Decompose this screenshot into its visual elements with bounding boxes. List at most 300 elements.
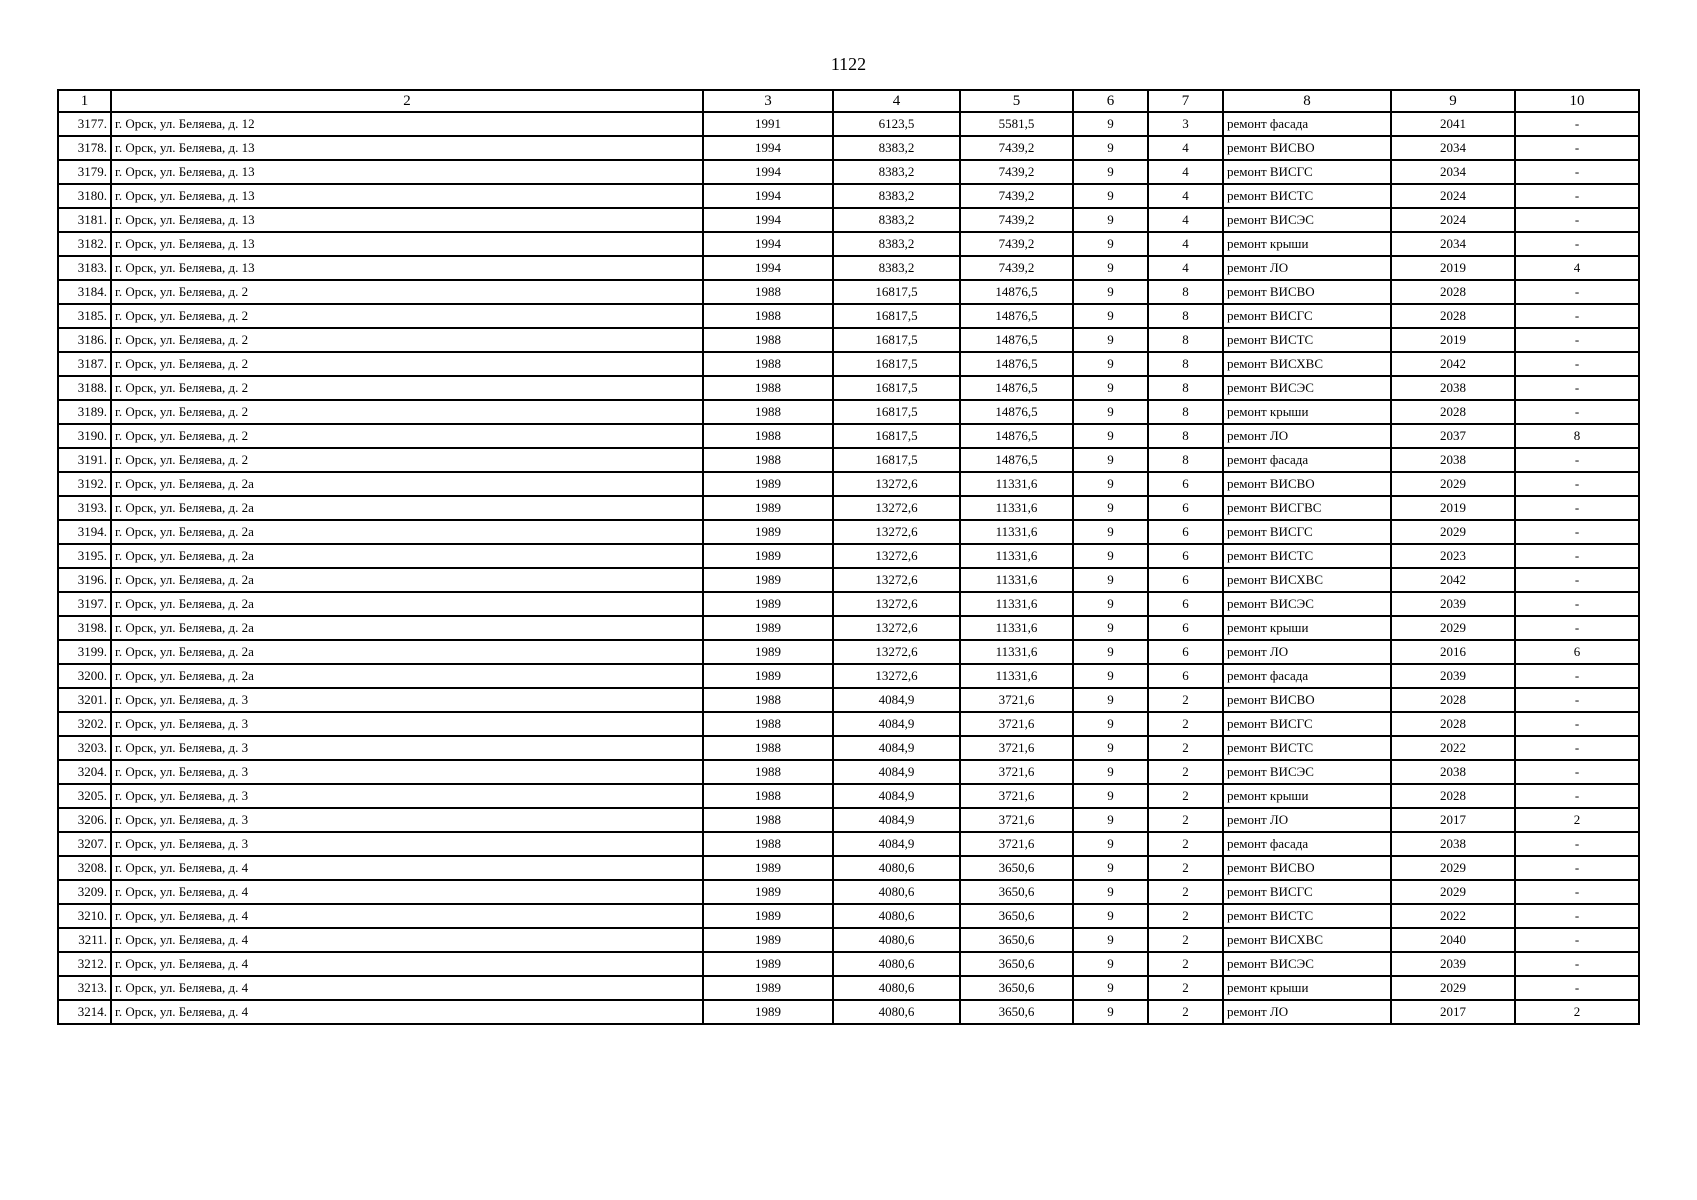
- cell-address: г. Орск, ул. Беляева, д. 2а: [111, 640, 703, 664]
- cell-row-number: 3185.: [58, 304, 111, 328]
- cell-row-number: 3179.: [58, 160, 111, 184]
- cell-floors: 9: [1073, 1000, 1148, 1024]
- cell-floors: 9: [1073, 688, 1148, 712]
- cell-floors: 9: [1073, 904, 1148, 928]
- cell-work-type: ремонт ЛО: [1223, 808, 1391, 832]
- cell-work-type: ремонт ЛО: [1223, 1000, 1391, 1024]
- cell-living-area: 3721,6: [960, 832, 1073, 856]
- cell-column-10-value: -: [1515, 352, 1639, 376]
- table-row: [58, 424, 1639, 448]
- cell-entrances: 8: [1148, 424, 1223, 448]
- cell-column-10-value: -: [1515, 112, 1639, 136]
- column-header-3: 3: [703, 90, 833, 112]
- table-row: [58, 640, 1639, 664]
- cell-total-area: 13272,6: [833, 472, 960, 496]
- table-row: [58, 904, 1639, 928]
- cell-living-area: 7439,2: [960, 256, 1073, 280]
- cell-year-built: 1989: [703, 616, 833, 640]
- cell-year-built: 1988: [703, 832, 833, 856]
- cell-address: г. Орск, ул. Беляева, д. 2а: [111, 664, 703, 688]
- cell-living-area: 3650,6: [960, 976, 1073, 1000]
- cell-floors: 9: [1073, 184, 1148, 208]
- cell-living-area: 11331,6: [960, 496, 1073, 520]
- cell-column-10-value: -: [1515, 880, 1639, 904]
- cell-address: г. Орск, ул. Беляева, д. 2а: [111, 472, 703, 496]
- cell-row-number: 3211.: [58, 928, 111, 952]
- cell-work-type: ремонт ВИСВО: [1223, 472, 1391, 496]
- cell-total-area: 16817,5: [833, 352, 960, 376]
- cell-floors: 9: [1073, 424, 1148, 448]
- cell-planned-year: 2029: [1391, 472, 1515, 496]
- cell-column-10-value: -: [1515, 544, 1639, 568]
- cell-address: г. Орск, ул. Беляева, д. 13: [111, 256, 703, 280]
- cell-row-number: 3186.: [58, 328, 111, 352]
- repair-register-table: [57, 89, 1640, 1025]
- column-header-10: 10: [1515, 90, 1639, 112]
- cell-floors: 9: [1073, 304, 1148, 328]
- cell-address: г. Орск, ул. Беляева, д. 3: [111, 736, 703, 760]
- cell-planned-year: 2017: [1391, 1000, 1515, 1024]
- cell-work-type: ремонт ВИСТС: [1223, 184, 1391, 208]
- cell-row-number: 3197.: [58, 592, 111, 616]
- cell-column-10-value: -: [1515, 160, 1639, 184]
- cell-address: г. Орск, ул. Беляева, д. 2: [111, 448, 703, 472]
- cell-work-type: ремонт ВИСГС: [1223, 712, 1391, 736]
- cell-planned-year: 2024: [1391, 184, 1515, 208]
- cell-floors: 9: [1073, 736, 1148, 760]
- cell-address: г. Орск, ул. Беляева, д. 2а: [111, 616, 703, 640]
- cell-work-type: ремонт ВИСТС: [1223, 736, 1391, 760]
- cell-year-built: 1988: [703, 448, 833, 472]
- cell-entrances: 2: [1148, 928, 1223, 952]
- cell-work-type: ремонт фасада: [1223, 664, 1391, 688]
- cell-year-built: 1988: [703, 280, 833, 304]
- table-row: [58, 592, 1639, 616]
- table-row: [58, 880, 1639, 904]
- cell-column-10-value: -: [1515, 928, 1639, 952]
- cell-year-built: 1988: [703, 736, 833, 760]
- cell-total-area: 8383,2: [833, 184, 960, 208]
- cell-address: г. Орск, ул. Беляева, д. 2а: [111, 496, 703, 520]
- cell-entrances: 8: [1148, 448, 1223, 472]
- cell-row-number: 3205.: [58, 784, 111, 808]
- cell-row-number: 3180.: [58, 184, 111, 208]
- cell-total-area: 8383,2: [833, 256, 960, 280]
- cell-row-number: 3199.: [58, 640, 111, 664]
- cell-row-number: 3212.: [58, 952, 111, 976]
- cell-planned-year: 2028: [1391, 400, 1515, 424]
- cell-year-built: 1989: [703, 520, 833, 544]
- header-row: [58, 90, 1639, 112]
- cell-year-built: 1994: [703, 160, 833, 184]
- cell-year-built: 1988: [703, 304, 833, 328]
- cell-entrances: 3: [1148, 112, 1223, 136]
- cell-living-area: 7439,2: [960, 136, 1073, 160]
- cell-total-area: 4080,6: [833, 928, 960, 952]
- cell-living-area: 3721,6: [960, 760, 1073, 784]
- cell-year-built: 1989: [703, 592, 833, 616]
- cell-planned-year: 2016: [1391, 640, 1515, 664]
- cell-column-10-value: -: [1515, 616, 1639, 640]
- cell-total-area: 8383,2: [833, 208, 960, 232]
- table-row: [58, 688, 1639, 712]
- cell-address: г. Орск, ул. Беляева, д. 3: [111, 688, 703, 712]
- cell-row-number: 3206.: [58, 808, 111, 832]
- table-row: [58, 736, 1639, 760]
- column-header-8: 8: [1223, 90, 1391, 112]
- cell-address: г. Орск, ул. Беляева, д. 2: [111, 424, 703, 448]
- cell-planned-year: 2028: [1391, 784, 1515, 808]
- cell-entrances: 8: [1148, 328, 1223, 352]
- cell-entrances: 6: [1148, 616, 1223, 640]
- cell-address: г. Орск, ул. Беляева, д. 2а: [111, 568, 703, 592]
- cell-column-10-value: 6: [1515, 640, 1639, 664]
- cell-planned-year: 2029: [1391, 856, 1515, 880]
- table-row: [58, 280, 1639, 304]
- cell-floors: 9: [1073, 544, 1148, 568]
- table-row: [58, 256, 1639, 280]
- cell-floors: 9: [1073, 712, 1148, 736]
- cell-year-built: 1989: [703, 952, 833, 976]
- cell-row-number: 3203.: [58, 736, 111, 760]
- column-header-1: 1: [58, 90, 111, 112]
- cell-floors: 9: [1073, 784, 1148, 808]
- cell-column-10-value: -: [1515, 472, 1639, 496]
- cell-entrances: 2: [1148, 712, 1223, 736]
- column-header-4: 4: [833, 90, 960, 112]
- cell-living-area: 11331,6: [960, 616, 1073, 640]
- cell-address: г. Орск, ул. Беляева, д. 2: [111, 280, 703, 304]
- cell-address: г. Орск, ул. Беляева, д. 2: [111, 304, 703, 328]
- cell-living-area: 14876,5: [960, 376, 1073, 400]
- table-row: [58, 616, 1639, 640]
- cell-address: г. Орск, ул. Беляева, д. 3: [111, 760, 703, 784]
- cell-planned-year: 2029: [1391, 520, 1515, 544]
- cell-column-10-value: -: [1515, 448, 1639, 472]
- cell-year-built: 1989: [703, 880, 833, 904]
- cell-address: г. Орск, ул. Беляева, д. 2а: [111, 520, 703, 544]
- cell-entrances: 4: [1148, 160, 1223, 184]
- table-row: [58, 232, 1639, 256]
- cell-planned-year: 2029: [1391, 976, 1515, 1000]
- cell-address: г. Орск, ул. Беляева, д. 4: [111, 904, 703, 928]
- cell-planned-year: 2034: [1391, 232, 1515, 256]
- cell-work-type: ремонт ВИСХВС: [1223, 568, 1391, 592]
- cell-floors: 9: [1073, 640, 1148, 664]
- cell-row-number: 3202.: [58, 712, 111, 736]
- cell-row-number: 3191.: [58, 448, 111, 472]
- cell-total-area: 4084,9: [833, 736, 960, 760]
- table-row: [58, 856, 1639, 880]
- cell-planned-year: 2041: [1391, 112, 1515, 136]
- cell-work-type: ремонт ВИСГС: [1223, 160, 1391, 184]
- cell-living-area: 14876,5: [960, 328, 1073, 352]
- cell-floors: 9: [1073, 568, 1148, 592]
- cell-living-area: 14876,5: [960, 304, 1073, 328]
- cell-row-number: 3213.: [58, 976, 111, 1000]
- cell-living-area: 11331,6: [960, 568, 1073, 592]
- cell-work-type: ремонт фасада: [1223, 448, 1391, 472]
- cell-floors: 9: [1073, 664, 1148, 688]
- cell-row-number: 3200.: [58, 664, 111, 688]
- cell-total-area: 4080,6: [833, 856, 960, 880]
- cell-row-number: 3193.: [58, 496, 111, 520]
- cell-floors: 9: [1073, 112, 1148, 136]
- cell-column-10-value: -: [1515, 280, 1639, 304]
- table-row: [58, 472, 1639, 496]
- cell-work-type: ремонт ВИСЭС: [1223, 208, 1391, 232]
- cell-year-built: 1989: [703, 856, 833, 880]
- cell-row-number: 3207.: [58, 832, 111, 856]
- cell-total-area: 4084,9: [833, 832, 960, 856]
- cell-row-number: 3195.: [58, 544, 111, 568]
- cell-work-type: ремонт ВИСЭС: [1223, 952, 1391, 976]
- cell-total-area: 16817,5: [833, 304, 960, 328]
- table-body: [58, 112, 1639, 1024]
- cell-total-area: 4084,9: [833, 688, 960, 712]
- cell-planned-year: 2029: [1391, 616, 1515, 640]
- cell-floors: 9: [1073, 352, 1148, 376]
- cell-year-built: 1989: [703, 640, 833, 664]
- cell-work-type: ремонт ВИСХВС: [1223, 928, 1391, 952]
- cell-planned-year: 2022: [1391, 736, 1515, 760]
- cell-row-number: 3184.: [58, 280, 111, 304]
- cell-work-type: ремонт ЛО: [1223, 640, 1391, 664]
- cell-planned-year: 2023: [1391, 544, 1515, 568]
- cell-row-number: 3194.: [58, 520, 111, 544]
- cell-floors: 9: [1073, 616, 1148, 640]
- cell-column-10-value: -: [1515, 376, 1639, 400]
- cell-column-10-value: -: [1515, 184, 1639, 208]
- table-row: [58, 448, 1639, 472]
- cell-work-type: ремонт ВИСЭС: [1223, 760, 1391, 784]
- cell-row-number: 3208.: [58, 856, 111, 880]
- cell-floors: 9: [1073, 856, 1148, 880]
- cell-entrances: 2: [1148, 856, 1223, 880]
- cell-planned-year: 2034: [1391, 136, 1515, 160]
- cell-address: г. Орск, ул. Беляева, д. 13: [111, 160, 703, 184]
- cell-row-number: 3187.: [58, 352, 111, 376]
- cell-planned-year: 2028: [1391, 304, 1515, 328]
- cell-address: г. Орск, ул. Беляева, д. 12: [111, 112, 703, 136]
- cell-year-built: 1989: [703, 472, 833, 496]
- cell-address: г. Орск, ул. Беляева, д. 4: [111, 952, 703, 976]
- cell-address: г. Орск, ул. Беляева, д. 3: [111, 808, 703, 832]
- cell-planned-year: 2028: [1391, 712, 1515, 736]
- cell-living-area: 14876,5: [960, 352, 1073, 376]
- cell-column-10-value: -: [1515, 832, 1639, 856]
- cell-floors: 9: [1073, 328, 1148, 352]
- cell-row-number: 3183.: [58, 256, 111, 280]
- cell-entrances: 2: [1148, 1000, 1223, 1024]
- cell-row-number: 3201.: [58, 688, 111, 712]
- table-row: [58, 400, 1639, 424]
- cell-entrances: 6: [1148, 520, 1223, 544]
- table-row: [58, 976, 1639, 1000]
- cell-row-number: 3196.: [58, 568, 111, 592]
- cell-row-number: 3182.: [58, 232, 111, 256]
- cell-living-area: 11331,6: [960, 592, 1073, 616]
- cell-planned-year: 2029: [1391, 880, 1515, 904]
- table-row: [58, 928, 1639, 952]
- cell-living-area: 3650,6: [960, 856, 1073, 880]
- cell-floors: 9: [1073, 208, 1148, 232]
- table-row: [58, 304, 1639, 328]
- table-row: [58, 568, 1639, 592]
- cell-total-area: 16817,5: [833, 448, 960, 472]
- cell-living-area: 3721,6: [960, 736, 1073, 760]
- cell-floors: 9: [1073, 760, 1148, 784]
- cell-entrances: 2: [1148, 784, 1223, 808]
- cell-total-area: 13272,6: [833, 592, 960, 616]
- cell-floors: 9: [1073, 160, 1148, 184]
- table-row: [58, 712, 1639, 736]
- cell-total-area: 4084,9: [833, 784, 960, 808]
- cell-column-10-value: -: [1515, 760, 1639, 784]
- cell-column-10-value: -: [1515, 136, 1639, 160]
- cell-year-built: 1989: [703, 568, 833, 592]
- table-row: [58, 832, 1639, 856]
- cell-entrances: 8: [1148, 280, 1223, 304]
- cell-work-type: ремонт ВИСГС: [1223, 304, 1391, 328]
- cell-living-area: 11331,6: [960, 664, 1073, 688]
- cell-total-area: 16817,5: [833, 280, 960, 304]
- cell-column-10-value: -: [1515, 952, 1639, 976]
- cell-living-area: 3650,6: [960, 952, 1073, 976]
- table-row: [58, 376, 1639, 400]
- cell-planned-year: 2019: [1391, 496, 1515, 520]
- cell-column-10-value: -: [1515, 496, 1639, 520]
- cell-year-built: 1989: [703, 904, 833, 928]
- cell-entrances: 2: [1148, 688, 1223, 712]
- cell-row-number: 3189.: [58, 400, 111, 424]
- cell-floors: 9: [1073, 280, 1148, 304]
- cell-planned-year: 2042: [1391, 568, 1515, 592]
- cell-year-built: 1988: [703, 328, 833, 352]
- cell-entrances: 8: [1148, 352, 1223, 376]
- cell-living-area: 11331,6: [960, 640, 1073, 664]
- cell-column-10-value: 2: [1515, 1000, 1639, 1024]
- table-row: [58, 208, 1639, 232]
- cell-planned-year: 2039: [1391, 952, 1515, 976]
- cell-year-built: 1989: [703, 928, 833, 952]
- cell-living-area: 5581,5: [960, 112, 1073, 136]
- cell-work-type: ремонт ВИСВО: [1223, 136, 1391, 160]
- cell-total-area: 16817,5: [833, 400, 960, 424]
- cell-work-type: ремонт ЛО: [1223, 256, 1391, 280]
- cell-work-type: ремонт ВИСЭС: [1223, 376, 1391, 400]
- cell-work-type: ремонт ВИСВО: [1223, 688, 1391, 712]
- cell-address: г. Орск, ул. Беляева, д. 4: [111, 856, 703, 880]
- cell-column-10-value: -: [1515, 976, 1639, 1000]
- cell-address: г. Орск, ул. Беляева, д. 2: [111, 328, 703, 352]
- cell-year-built: 1988: [703, 688, 833, 712]
- cell-work-type: ремонт ВИСТС: [1223, 328, 1391, 352]
- cell-floors: 9: [1073, 376, 1148, 400]
- cell-entrances: 6: [1148, 568, 1223, 592]
- cell-column-10-value: -: [1515, 400, 1639, 424]
- cell-planned-year: 2028: [1391, 688, 1515, 712]
- cell-row-number: 3177.: [58, 112, 111, 136]
- cell-living-area: 7439,2: [960, 208, 1073, 232]
- cell-living-area: 14876,5: [960, 424, 1073, 448]
- column-header-9: 9: [1391, 90, 1515, 112]
- cell-planned-year: 2038: [1391, 376, 1515, 400]
- cell-living-area: 3721,6: [960, 688, 1073, 712]
- cell-entrances: 8: [1148, 304, 1223, 328]
- cell-living-area: 3650,6: [960, 904, 1073, 928]
- cell-entrances: 2: [1148, 736, 1223, 760]
- cell-column-10-value: -: [1515, 688, 1639, 712]
- cell-total-area: 13272,6: [833, 616, 960, 640]
- cell-entrances: 6: [1148, 640, 1223, 664]
- column-header-5: 5: [960, 90, 1073, 112]
- cell-entrances: 2: [1148, 904, 1223, 928]
- cell-year-built: 1989: [703, 664, 833, 688]
- table-row: [58, 544, 1639, 568]
- cell-planned-year: 2019: [1391, 328, 1515, 352]
- table-row: [58, 184, 1639, 208]
- cell-year-built: 1994: [703, 136, 833, 160]
- table-row: [58, 520, 1639, 544]
- table-row: [58, 160, 1639, 184]
- column-header-7: 7: [1148, 90, 1223, 112]
- cell-planned-year: 2028: [1391, 280, 1515, 304]
- cell-planned-year: 2038: [1391, 448, 1515, 472]
- cell-living-area: 7439,2: [960, 184, 1073, 208]
- cell-row-number: 3198.: [58, 616, 111, 640]
- cell-column-10-value: -: [1515, 232, 1639, 256]
- cell-row-number: 3204.: [58, 760, 111, 784]
- cell-row-number: 3188.: [58, 376, 111, 400]
- table-row: [58, 808, 1639, 832]
- cell-total-area: 13272,6: [833, 640, 960, 664]
- cell-floors: 9: [1073, 256, 1148, 280]
- cell-total-area: 4080,6: [833, 976, 960, 1000]
- cell-total-area: 8383,2: [833, 232, 960, 256]
- cell-row-number: 3209.: [58, 880, 111, 904]
- cell-year-built: 1988: [703, 808, 833, 832]
- cell-year-built: 1988: [703, 352, 833, 376]
- cell-total-area: 4084,9: [833, 712, 960, 736]
- cell-address: г. Орск, ул. Беляева, д. 2: [111, 352, 703, 376]
- cell-entrances: 4: [1148, 232, 1223, 256]
- cell-planned-year: 2024: [1391, 208, 1515, 232]
- cell-work-type: ремонт ВИСГВС: [1223, 496, 1391, 520]
- cell-total-area: 16817,5: [833, 376, 960, 400]
- cell-address: г. Орск, ул. Беляева, д. 4: [111, 928, 703, 952]
- cell-address: г. Орск, ул. Беляева, д. 4: [111, 976, 703, 1000]
- table-row: [58, 952, 1639, 976]
- cell-column-10-value: 2: [1515, 808, 1639, 832]
- column-header-6: 6: [1073, 90, 1148, 112]
- cell-living-area: 14876,5: [960, 400, 1073, 424]
- cell-planned-year: 2039: [1391, 592, 1515, 616]
- cell-living-area: 11331,6: [960, 472, 1073, 496]
- cell-year-built: 1988: [703, 784, 833, 808]
- cell-entrances: 8: [1148, 400, 1223, 424]
- cell-floors: 9: [1073, 808, 1148, 832]
- cell-floors: 9: [1073, 952, 1148, 976]
- cell-total-area: 8383,2: [833, 160, 960, 184]
- cell-floors: 9: [1073, 400, 1148, 424]
- cell-row-number: 3210.: [58, 904, 111, 928]
- cell-year-built: 1988: [703, 424, 833, 448]
- cell-planned-year: 2038: [1391, 760, 1515, 784]
- cell-living-area: 3721,6: [960, 712, 1073, 736]
- cell-planned-year: 2034: [1391, 160, 1515, 184]
- cell-address: г. Орск, ул. Беляева, д. 13: [111, 232, 703, 256]
